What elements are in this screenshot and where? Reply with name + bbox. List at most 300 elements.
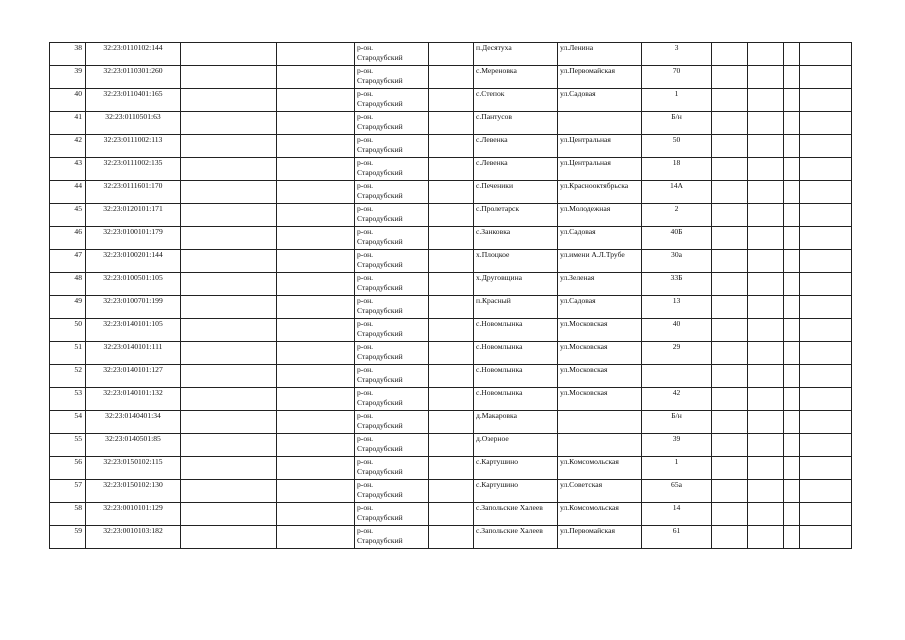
cadastral-number-cell: 32:23:0150102:115 [86,457,181,480]
settlement-cell: с.Картушино [474,480,558,503]
region-cell [355,319,429,342]
cadastral-number-cell: 32:23:0111002:113 [86,135,181,158]
empty-cell [277,227,355,250]
region-line1: р-он. [357,181,374,190]
empty-cell [712,434,748,457]
table-row [50,89,852,112]
house-number-cell: 29 [642,342,712,365]
region-line2: Стародубский [357,283,403,292]
house-number-cell [642,365,712,388]
region-line2: Стародубский [357,99,403,108]
row-number-cell: 45 [50,204,86,227]
empty-cell [800,365,852,388]
empty-cell [800,66,852,89]
region-line2: Стародубский [357,122,403,131]
empty-cell [429,89,474,112]
house-number-cell: 1 [642,457,712,480]
cadastral-number-cell: 32:23:0140101:111 [86,342,181,365]
row-number-cell: 55 [50,434,86,457]
empty-cell [800,296,852,319]
empty-cell [712,457,748,480]
region-line1: р-он. [357,204,374,213]
empty-cell [429,411,474,434]
empty-cell [784,411,800,434]
cadastral-number-cell: 32:23:0110301:260 [86,66,181,89]
empty-cell [277,480,355,503]
empty-cell [429,319,474,342]
table-row [50,434,852,457]
region-line1: р-он. [357,480,374,489]
empty-cell [748,388,784,411]
empty-cell [748,250,784,273]
empty-cell [181,227,277,250]
empty-cell [181,250,277,273]
empty-cell [277,365,355,388]
table-row [50,181,852,204]
empty-cell [784,457,800,480]
empty-cell [748,342,784,365]
empty-cell [784,365,800,388]
empty-cell [429,434,474,457]
region-line1: р-он. [357,434,374,443]
table-row [50,365,852,388]
empty-cell [277,135,355,158]
row-number-cell: 59 [50,526,86,549]
house-number-cell: 40 [642,319,712,342]
empty-cell [800,434,852,457]
region-cell [355,112,429,135]
cadastral-table [49,42,852,549]
cadastral-number-cell: 32:23:0140101:105 [86,319,181,342]
house-number-cell: 39 [642,434,712,457]
region-line2: Стародубский [357,490,403,499]
row-number-cell: 51 [50,342,86,365]
cadastral-number-cell: 32:23:0110501:63 [86,112,181,135]
empty-cell [277,43,355,66]
empty-cell [429,66,474,89]
table-row [50,135,852,158]
cadastral-number-cell: 32:23:0140401:34 [86,411,181,434]
region-line1: р-он. [357,135,374,144]
empty-cell [748,66,784,89]
row-number-cell: 42 [50,135,86,158]
empty-cell [181,296,277,319]
empty-cell [800,227,852,250]
house-number-cell: 14А [642,181,712,204]
empty-cell [748,89,784,112]
settlement-cell: п.Красный [474,296,558,319]
empty-cell [277,342,355,365]
region-line2: Стародубский [357,214,403,223]
empty-cell [800,112,852,135]
region-line2: Стародубский [357,536,403,545]
empty-cell [800,204,852,227]
region-line1: р-он. [357,319,374,328]
empty-cell [429,112,474,135]
row-number-cell: 54 [50,411,86,434]
street-cell: ул.Садовая [558,296,642,319]
settlement-cell: с.Новомлынка [474,365,558,388]
table-row [50,319,852,342]
region-line2: Стародубский [357,260,403,269]
settlement-cell: с.Новомлынка [474,388,558,411]
empty-cell [784,319,800,342]
region-line1: р-он. [357,273,374,282]
region-cell [355,434,429,457]
street-cell: ул.Советская [558,480,642,503]
region-cell [355,273,429,296]
house-number-cell: Б/н [642,411,712,434]
empty-cell [712,319,748,342]
settlement-cell: с.Левенка [474,158,558,181]
empty-cell [800,388,852,411]
settlement-cell: с.Мереновка [474,66,558,89]
empty-cell [712,411,748,434]
empty-cell [429,204,474,227]
empty-cell [429,181,474,204]
table-row [50,204,852,227]
empty-cell [712,181,748,204]
cadastral-number-cell: 32:23:0010101:129 [86,503,181,526]
empty-cell [748,158,784,181]
cadastral-number-cell: 32:23:0010103:182 [86,526,181,549]
region-cell [355,296,429,319]
empty-cell [748,296,784,319]
settlement-cell: с.Пантусов [474,112,558,135]
empty-cell [181,89,277,112]
region-line2: Стародубский [357,398,403,407]
table-row [50,457,852,480]
region-cell [355,204,429,227]
empty-cell [277,89,355,112]
empty-cell [712,89,748,112]
table-row [50,43,852,66]
row-number-cell: 47 [50,250,86,273]
empty-cell [712,526,748,549]
empty-cell [748,135,784,158]
empty-cell [429,388,474,411]
table-row [50,342,852,365]
empty-cell [712,43,748,66]
empty-cell [784,158,800,181]
empty-cell [181,342,277,365]
house-number-cell: 70 [642,66,712,89]
region-line2: Стародубский [357,421,403,430]
empty-cell [800,273,852,296]
street-cell: ул.Московская [558,365,642,388]
settlement-cell: д.Макаровка [474,411,558,434]
empty-cell [800,319,852,342]
cadastral-number-cell: 32:23:0100201:144 [86,250,181,273]
table-row [50,411,852,434]
house-number-cell: 14 [642,503,712,526]
empty-cell [181,526,277,549]
cadastral-number-cell: 32:23:0100101:179 [86,227,181,250]
empty-cell [784,296,800,319]
street-cell: ул.Комсомольская [558,457,642,480]
empty-cell [800,43,852,66]
row-number-cell: 48 [50,273,86,296]
empty-cell [748,434,784,457]
empty-cell [277,66,355,89]
region-line1: р-он. [357,43,374,52]
settlement-cell: с.Новомлынка [474,319,558,342]
empty-cell [784,204,800,227]
street-cell: ул.Центральная [558,158,642,181]
empty-cell [712,204,748,227]
region-line1: р-он. [357,112,374,121]
empty-cell [429,457,474,480]
empty-cell [748,181,784,204]
region-cell [355,135,429,158]
house-number-cell: 18 [642,158,712,181]
house-number-cell: 33Б [642,273,712,296]
empty-cell [800,250,852,273]
empty-cell [800,526,852,549]
region-line1: р-он. [357,158,374,167]
empty-cell [277,112,355,135]
settlement-cell: с.Пролетарск [474,204,558,227]
house-number-cell: 2 [642,204,712,227]
cadastral-number-cell: 32:23:0100501:105 [86,273,181,296]
empty-cell [784,66,800,89]
row-number-cell: 56 [50,457,86,480]
region-cell [355,43,429,66]
region-cell [355,457,429,480]
region-cell [355,503,429,526]
empty-cell [712,227,748,250]
settlement-cell: п.Десятуха [474,43,558,66]
empty-cell [800,480,852,503]
settlement-cell: с.Печеники [474,181,558,204]
empty-cell [429,158,474,181]
empty-cell [429,43,474,66]
cadastral-number-cell: 32:23:0111002:135 [86,158,181,181]
empty-cell [712,296,748,319]
empty-cell [748,365,784,388]
street-cell: ул.Садовая [558,227,642,250]
region-line1: р-он. [357,342,374,351]
house-number-cell: 30а [642,250,712,273]
cadastral-number-cell: 32:23:0110102:144 [86,43,181,66]
table-row [50,296,852,319]
region-cell [355,411,429,434]
region-line1: р-он. [357,388,374,397]
row-number-cell: 41 [50,112,86,135]
street-cell: ул.Комсомольская [558,503,642,526]
table-row [50,526,852,549]
house-number-cell: 1 [642,89,712,112]
row-number-cell: 40 [50,89,86,112]
cadastral-number-cell: 32:23:0140501:85 [86,434,181,457]
region-cell [355,250,429,273]
region-cell [355,388,429,411]
cadastral-number-cell: 32:23:0100701:199 [86,296,181,319]
empty-cell [784,112,800,135]
empty-cell [748,112,784,135]
empty-cell [181,434,277,457]
empty-cell [277,388,355,411]
empty-cell [277,273,355,296]
empty-cell [800,457,852,480]
empty-cell [784,480,800,503]
region-line2: Стародубский [357,513,403,522]
empty-cell [181,273,277,296]
settlement-cell: с.Занковка [474,227,558,250]
empty-cell [748,319,784,342]
empty-cell [784,227,800,250]
row-number-cell: 50 [50,319,86,342]
empty-cell [784,273,800,296]
region-cell [355,158,429,181]
region-line2: Стародубский [357,352,403,361]
row-number-cell: 49 [50,296,86,319]
region-cell [355,89,429,112]
empty-cell [181,181,277,204]
empty-cell [181,411,277,434]
empty-cell [712,365,748,388]
empty-cell [429,296,474,319]
empty-cell [181,135,277,158]
empty-cell [429,503,474,526]
empty-cell [800,342,852,365]
empty-cell [181,66,277,89]
table-row [50,273,852,296]
settlement-cell: с.Левенка [474,135,558,158]
region-line2: Стародубский [357,191,403,200]
region-line2: Стародубский [357,306,403,315]
cadastral-number-cell: 32:23:0150102:130 [86,480,181,503]
empty-cell [748,204,784,227]
region-cell [355,526,429,549]
row-number-cell: 52 [50,365,86,388]
empty-cell [181,365,277,388]
empty-cell [748,411,784,434]
table-body [50,43,852,549]
cadastral-number-cell: 32:23:0140101:132 [86,388,181,411]
cadastral-number-cell: 32:23:0110401:165 [86,89,181,112]
house-number-cell: 65а [642,480,712,503]
empty-cell [800,135,852,158]
empty-cell [181,480,277,503]
empty-cell [800,89,852,112]
house-number-cell: 50 [642,135,712,158]
empty-cell [429,365,474,388]
street-cell: ул.Молодежная [558,204,642,227]
street-cell: ул.Центральная [558,135,642,158]
cadastral-number-cell: 32:23:0111601:170 [86,181,181,204]
street-cell: ул.Московская [558,342,642,365]
street-cell: ул.Садовая [558,89,642,112]
empty-cell [277,457,355,480]
region-cell [355,365,429,388]
region-line1: р-он. [357,526,374,535]
empty-cell [181,319,277,342]
empty-cell [277,319,355,342]
empty-cell [800,181,852,204]
empty-cell [181,43,277,66]
empty-cell [712,388,748,411]
region-line2: Стародубский [357,145,403,154]
empty-cell [277,503,355,526]
house-number-cell: 3 [642,43,712,66]
row-number-cell: 44 [50,181,86,204]
region-line2: Стародубский [357,237,403,246]
row-number-cell: 57 [50,480,86,503]
empty-cell [181,388,277,411]
region-line1: р-он. [357,250,374,259]
region-cell [355,342,429,365]
region-line2: Стародубский [357,76,403,85]
cadastral-number-cell: 32:23:0140101:127 [86,365,181,388]
empty-cell [429,273,474,296]
settlement-cell: с.Запольские Халеев [474,526,558,549]
empty-cell [277,204,355,227]
region-line1: р-он. [357,66,374,75]
empty-cell [712,112,748,135]
region-line1: р-он. [357,503,374,512]
empty-cell [277,296,355,319]
row-number-cell: 39 [50,66,86,89]
house-number-cell: 42 [642,388,712,411]
house-number-cell: 13 [642,296,712,319]
empty-cell [800,411,852,434]
empty-cell [784,434,800,457]
street-cell [558,112,642,135]
empty-cell [181,503,277,526]
region-line1: р-он. [357,89,374,98]
empty-cell [181,204,277,227]
row-number-cell: 58 [50,503,86,526]
empty-cell [429,480,474,503]
street-cell: ул.Зеленая [558,273,642,296]
region-cell [355,227,429,250]
house-number-cell: Б/н [642,112,712,135]
empty-cell [784,388,800,411]
table-row [50,480,852,503]
settlement-cell: с.Степок [474,89,558,112]
empty-cell [712,250,748,273]
region-line1: р-он. [357,411,374,420]
table-row [50,503,852,526]
settlement-cell: д.Озерное [474,434,558,457]
empty-cell [429,526,474,549]
empty-cell [748,273,784,296]
empty-cell [712,66,748,89]
empty-cell [712,342,748,365]
empty-cell [784,503,800,526]
settlement-cell: х.Друговщина [474,273,558,296]
table-row [50,66,852,89]
empty-cell [712,273,748,296]
house-number-cell: 40Б [642,227,712,250]
empty-cell [784,342,800,365]
region-line2: Стародубский [357,444,403,453]
empty-cell [712,480,748,503]
row-number-cell: 38 [50,43,86,66]
settlement-cell: х.Плоцкое [474,250,558,273]
empty-cell [784,43,800,66]
region-line1: р-он. [357,365,374,374]
region-line2: Стародубский [357,329,403,338]
empty-cell [277,250,355,273]
empty-cell [429,135,474,158]
region-line2: Стародубский [357,53,403,62]
table-row [50,112,852,135]
empty-cell [277,411,355,434]
street-cell: ул.Московская [558,388,642,411]
empty-cell [712,135,748,158]
